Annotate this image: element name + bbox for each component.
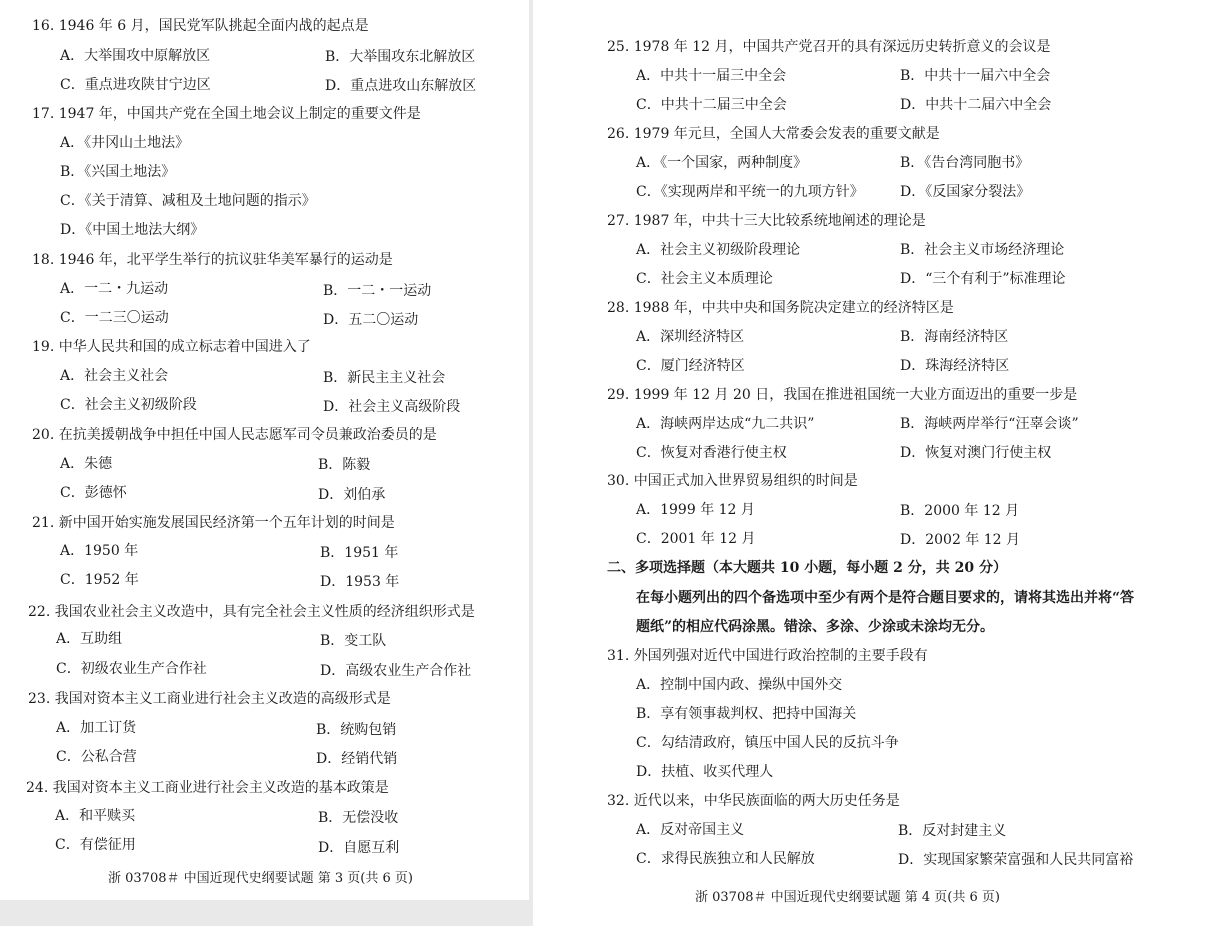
question-21-stem: 21. 新中国开始实施发展国民经济第一个五年计划的时间是 [32,515,395,531]
q28-option-a: A．深圳经济特区 [636,329,745,345]
q26-option-a: A．《一个国家，两种制度》 [636,155,808,171]
question-30-stem: 30. 中国正式加入世界贸易组织的时间是 [607,473,858,489]
q32-option-a: A．反对帝国主义 [636,822,745,838]
q21-option-d: D．1953 年 [320,574,400,590]
q25-option-c: C．中共十二届三中全会 [636,97,787,113]
question-24-stem: 24. 我国对资本主义工商业进行社会主义改造的基本政策是 [26,780,389,796]
q28-option-c: C．厦门经济特区 [636,358,745,374]
q24-option-a: A．和平赎买 [55,808,136,824]
q19-option-a: A．社会主义社会 [60,368,169,384]
page-footer: 浙 03708＃ 中国近现代史纲要试题 第 4 页(共 6 页) [695,890,1000,905]
q16-option-a: A．大举围攻中原解放区 [60,48,211,64]
q30-option-b: B．2000 年 12 月 [900,503,1020,519]
exam-page-3 [0,0,529,900]
question-17-stem: 17. 1947 年，中国共产党在全国土地会议上制定的重要文件是 [32,106,421,122]
question-23-stem: 23. 我国对资本主义工商业进行社会主义改造的高级形式是 [28,691,391,707]
q25-option-d: D．中共十二届六中全会 [900,97,1052,113]
q27-option-c: C．社会主义本质理论 [636,271,773,287]
q19-option-d: D．社会主义高级阶段 [323,399,461,415]
q17-option-c: C．《关于清算、减租及土地问题的指示》 [60,193,316,209]
q23-option-d: D．经销代销 [316,751,398,767]
q32-option-d: D．实现国家繁荣富强和人民共同富裕 [898,852,1134,868]
question-18-stem: 18. 1946 年，北平学生举行的抗议驻华美军暴行的运动是 [32,252,393,268]
q24-option-c: C．有偿征用 [55,837,136,853]
q23-option-c: C．公私合营 [56,749,137,765]
q28-option-b: B．海南经济特区 [900,329,1009,345]
q28-option-d: D．珠海经济特区 [900,358,1010,374]
q18-option-d: D．五二〇运动 [323,312,419,328]
q19-option-b: B．新民主主义社会 [323,370,446,386]
q22-option-b: B．变工队 [320,633,387,649]
question-25-stem: 25. 1978 年 12 月，中国共产党召开的具有深远历史转折意义的会议是 [607,39,1051,55]
q31-option-b: B．享有领事裁判权、把持中国海关 [636,706,857,722]
question-27-stem: 27. 1987 年，中共十三大比较系统地阐述的理论是 [607,213,926,229]
section-title: 二、多项选择题（本大题共 10 小题，每小题 2 分，共 20 分） [607,560,1007,576]
q29-option-a: A．海峡两岸达成“九二共识” [636,416,815,432]
q24-option-d: D．自愿互利 [318,840,400,856]
exam-page-4 [533,0,1206,926]
q27-option-b: B．社会主义市场经济理论 [900,242,1065,258]
q20-option-a: A．朱德 [60,456,113,472]
q29-option-d: D．恢复对澳门行使主权 [900,445,1052,461]
q22-option-c: C．初级农业生产合作社 [56,661,207,677]
q31-option-d: D．扶植、收买代理人 [636,764,774,780]
q25-option-a: A．中共十一届三中全会 [636,68,787,84]
q29-option-b: B．海峡两岸举行“汪辜会谈” [900,416,1079,432]
q16-option-c: C．重点进攻陕甘宁边区 [60,77,211,93]
question-20-stem: 20. 在抗美援朝战争中担任中国人民志愿军司令员兼政治委员的是 [32,427,437,443]
page-footer: 浙 03708＃ 中国近现代史纲要试题 第 3 页(共 6 页) [108,871,413,886]
q27-option-d: D．“三个有利于”标准理论 [900,271,1066,287]
question-16-stem: 16. 1946 年 6 月，国民党军队挑起全面内战的起点是 [32,18,369,34]
q21-option-a: A．1950 年 [60,543,139,559]
q29-option-c: C．恢复对香港行使主权 [636,445,787,461]
q17-option-a: A．《井冈山土地法》 [60,135,190,151]
q17-option-b: B．《兴国土地法》 [60,164,176,180]
q27-option-a: A．社会主义初级阶段理论 [636,242,801,258]
q31-option-c: C．勾结清政府，镇压中国人民的反抗斗争 [636,735,899,751]
q23-option-b: B．统购包销 [316,722,397,738]
section-instruction-line-1: 在每小题列出的四个备选项中至少有两个是符合题目要求的，请将其选出并将“答 [636,590,1135,606]
question-26-stem: 26. 1979 年元旦，全国人大常委会发表的重要文献是 [607,126,940,142]
q18-option-a: A．一二・九运动 [60,281,169,297]
q18-option-b: B．一二・一运动 [323,283,432,299]
question-28-stem: 28. 1988 年，中共中央和国务院决定建立的经济特区是 [607,300,954,316]
question-31-stem: 31. 外国列强对近代中国进行政治控制的主要手段有 [607,648,928,664]
question-29-stem: 29. 1999 年 12 月 20 日，我国在推进祖国统一大业方面迈出的重要一步是 [607,387,1078,403]
q32-option-c: C．求得民族独立和人民解放 [636,851,815,867]
q21-option-c: C．1952 年 [60,572,139,588]
q20-option-c: C．彭德怀 [60,485,127,501]
q30-option-c: C．2001 年 12 月 [636,531,756,547]
q22-option-d: D．高级农业生产合作社 [320,663,472,679]
section-instruction-line-2: 题纸”的相应代码涂黑。错涂、多涂、少涂或未涂均无分。 [636,619,995,635]
q30-option-a: A．1999 年 12 月 [636,502,755,518]
q31-option-a: A．控制中国内政、操纵中国外交 [636,677,843,693]
q16-option-d: D．重点进攻山东解放区 [325,78,477,94]
q26-option-c: C．《实现两岸和平统一的九项方针》 [636,184,864,200]
q23-option-a: A．加工订货 [56,720,137,736]
q19-option-c: C．社会主义初级阶段 [60,397,197,413]
q20-option-d: D．刘伯承 [318,487,386,503]
q17-option-d: D．《中国土地法大纲》 [60,222,205,238]
q25-option-b: B．中共十一届六中全会 [900,68,1051,84]
q21-option-b: B．1951 年 [320,545,399,561]
q18-option-c: C．一二三〇运动 [60,310,169,326]
q22-option-a: A．互助组 [56,631,123,647]
q26-option-b: B．《告台湾同胞书》 [900,155,1030,171]
question-32-stem: 32. 近代以来，中华民族面临的两大历史任务是 [607,793,900,809]
q24-option-b: B．无偿没收 [318,810,399,826]
q30-option-d: D．2002 年 12 月 [900,532,1021,548]
q20-option-b: B．陈毅 [318,457,371,473]
q32-option-b: B．反对封建主义 [898,823,1007,839]
q26-option-d: D．《反国家分裂法》 [900,184,1031,200]
question-22-stem: 22. 我国农业社会主义改造中，具有完全社会主义性质的经济组织形式是 [28,604,475,620]
q16-option-b: B．大举围攻东北解放区 [325,49,476,65]
question-19-stem: 19. 中华人民共和国的成立标志着中国进入了 [32,339,311,355]
